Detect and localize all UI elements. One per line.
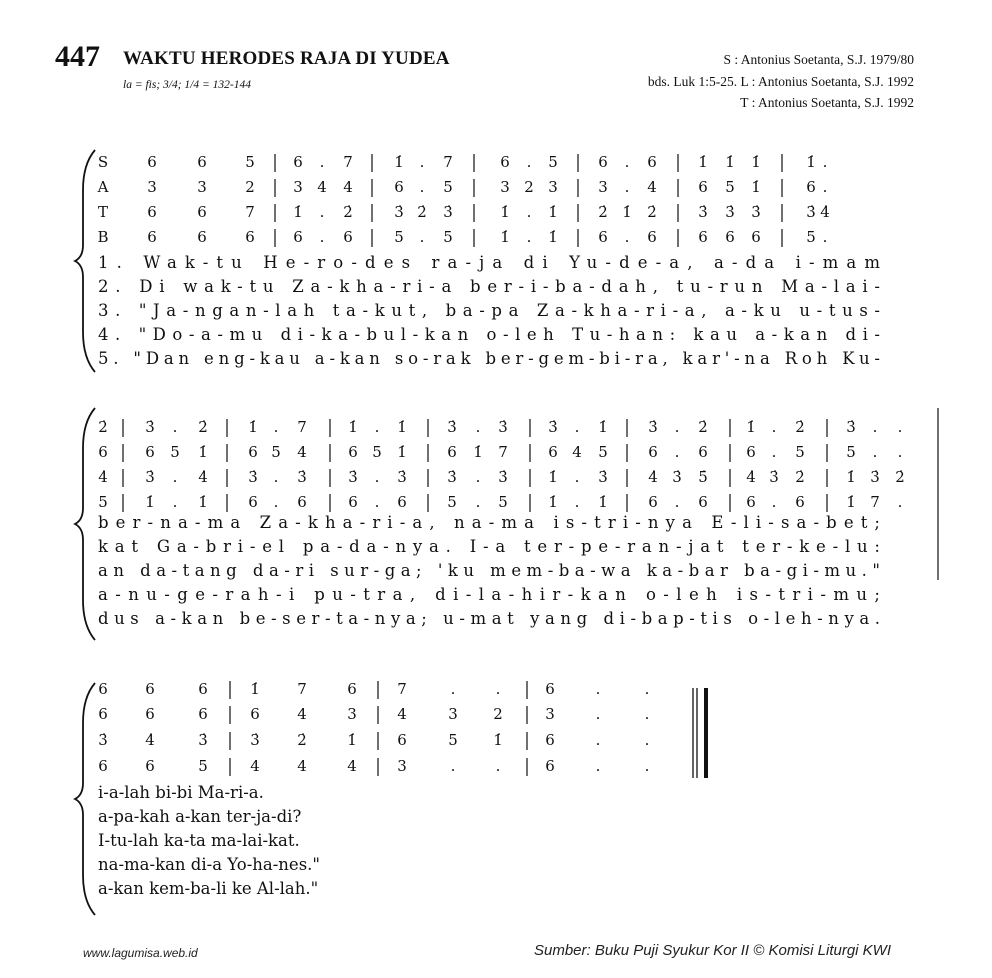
note-tenor: 2̇ [647, 203, 657, 221]
note-tenor: 3̇ [598, 468, 608, 486]
note-alto: 5 [271, 443, 281, 461]
note-soprano: 1̇ [746, 418, 756, 436]
note-alto: 6 [250, 705, 260, 723]
note-bass: 6 [648, 493, 658, 511]
note-soprano: . [419, 153, 425, 171]
note-bass: 5 [806, 228, 816, 246]
note-bass: 6 [197, 228, 207, 246]
note-soprano: S [97, 153, 109, 171]
note-alto: 3 [548, 178, 558, 196]
note-bass: 5 [443, 228, 453, 246]
note-tenor: 2̇ [598, 203, 608, 221]
note-alto: 5 [372, 443, 382, 461]
note-alto: 5 [598, 443, 608, 461]
note-soprano: . [319, 153, 325, 171]
note-soprano: 6 [598, 153, 608, 171]
note-soprano: 1̇ [725, 153, 735, 171]
lyric-verse-2: kat Ga-bri-el pa-da-nya. I-a ter-pe-ran-jat ter-ke-lu: [98, 537, 880, 556]
note-soprano: 2̇ [98, 418, 108, 436]
note-soprano: 3̇ [846, 418, 856, 436]
note-tenor: . [374, 468, 380, 486]
lyric-verse-1: i-a-lah bi-bi Ma-ri-a. [98, 783, 264, 802]
note-soprano: . [273, 418, 279, 436]
note-soprano: 3̇ [548, 418, 558, 436]
note-alto: 1̇ [751, 178, 761, 196]
note-bass: . [273, 493, 279, 511]
note-alto: 6 [394, 178, 404, 196]
note-soprano: . [526, 153, 532, 171]
note-soprano: 7 [297, 418, 307, 436]
note-tenor: 2̇ [895, 468, 905, 486]
note-bass: . [526, 228, 532, 246]
system-brace [75, 408, 95, 640]
note-alto: 4 [297, 705, 307, 723]
note-bass: 6 [147, 228, 157, 246]
note-soprano: 6 [198, 680, 208, 698]
note-alto: 3 [197, 178, 207, 196]
note-bass: . [624, 228, 630, 246]
note-soprano: . [822, 153, 828, 171]
note-tenor: 2̇ [343, 203, 353, 221]
note-tenor: 6 [397, 731, 407, 749]
note-tenor: 3̇ [394, 203, 404, 221]
note-tenor: 4̇ [746, 468, 756, 486]
note-bass: 6 [397, 493, 407, 511]
note-alto: 6 [698, 443, 708, 461]
note-soprano: 6 [197, 153, 207, 171]
credit-translator: T : Antonius Soetanta, S.J. 1992 [740, 95, 914, 110]
note-soprano: 7 [443, 153, 453, 171]
note-soprano: 6 [98, 680, 108, 698]
note-soprano: 1̇ [806, 153, 816, 171]
note-alto: 6 [198, 705, 208, 723]
note-soprano: . [872, 418, 878, 436]
note-alto: 6 [98, 443, 108, 461]
note-alto: 1̇ [198, 443, 208, 461]
note-tenor: 3̇ [250, 731, 260, 749]
note-tenor: 1̇ [293, 203, 303, 221]
note-tenor: 1̇ [500, 203, 510, 221]
note-alto: 3 [545, 705, 555, 723]
lyric-verse-4: 4. "Do-a-mu di-ka-bul-kan o-leh Tu-han: kau a-kan di- [98, 325, 880, 344]
note-tenor: 4̇ [145, 731, 155, 749]
note-alto: 1̇ [397, 443, 407, 461]
note-bass: 1̇ [145, 493, 155, 511]
note-tenor: 3̇ [98, 731, 108, 749]
note-bass: B [97, 228, 109, 246]
note-bass: 6 [348, 493, 358, 511]
note-bass: 1̇ [198, 493, 208, 511]
source-credit: Sumber: Buku Puji Syukur Kor II © Komisi Liturgi KWI [534, 942, 892, 959]
note-alto: . [644, 705, 650, 723]
note-tenor: 4̇ [98, 468, 108, 486]
note-alto: 3 [293, 178, 303, 196]
note-tenor: 1̇ [846, 468, 856, 486]
note-tenor: 3̇ [698, 203, 708, 221]
note-tenor: . [172, 468, 178, 486]
note-bass: 3 [397, 757, 407, 775]
note-tenor: 1̇ [548, 468, 558, 486]
note-bass: . [574, 493, 580, 511]
note-tenor: 5̇ [698, 468, 708, 486]
note-soprano: . [624, 153, 630, 171]
note-alto: 4 [572, 443, 582, 461]
note-bass: 6 [751, 228, 761, 246]
note-bass: 6 [598, 228, 608, 246]
note-soprano: 6 [293, 153, 303, 171]
note-bass: . [897, 493, 903, 511]
note-tenor: 3̇ [769, 468, 779, 486]
note-soprano: 2̇ [795, 418, 805, 436]
note-tenor: . [273, 468, 279, 486]
note-soprano: 2̇ [698, 418, 708, 436]
note-bass: . [595, 757, 601, 775]
note-tenor: 3̇ [751, 203, 761, 221]
note-soprano: 3̇ [498, 418, 508, 436]
lyric-verse-4: na-ma-kan di-a Yo-ha-nes." [98, 855, 321, 874]
note-tenor: 4̇ [648, 468, 658, 486]
note-bass: . [644, 757, 650, 775]
note-soprano: . [495, 680, 501, 698]
note-bass: 6 [98, 757, 108, 775]
note-soprano: . [771, 418, 777, 436]
note-tenor: 3̇ [145, 468, 155, 486]
note-soprano: . [374, 418, 380, 436]
hymn-number: 447 [55, 40, 100, 73]
note-tenor: 6 [147, 203, 157, 221]
note-soprano: 6 [145, 680, 155, 698]
note-tenor: 6 [545, 731, 555, 749]
note-soprano: . [595, 680, 601, 698]
note-alto: 6 [806, 178, 816, 196]
note-alto: 5 [846, 443, 856, 461]
note-soprano: . [644, 680, 650, 698]
note-tenor: 2̇ [417, 203, 427, 221]
credit-composer: S : Antonius Soetanta, S.J. 1979/80 [723, 52, 914, 67]
note-bass: 6 [545, 757, 555, 775]
note-alto: 6 [98, 705, 108, 723]
note-alto: 3 [598, 178, 608, 196]
note-alto: 6 [348, 443, 358, 461]
website-url: www.lagumisa.web.id [83, 946, 198, 960]
note-tenor: . [595, 731, 601, 749]
note-bass: 6 [698, 493, 708, 511]
note-bass: 1̇ [548, 228, 558, 246]
note-bass: 6 [343, 228, 353, 246]
note-alto: 6 [698, 178, 708, 196]
note-alto: 7 [498, 443, 508, 461]
credit-lyricist: bds. Luk 1:5-25. L : Antonius Soetanta, S.J. 1992 [647, 74, 914, 89]
note-soprano: 3̇ [648, 418, 658, 436]
lyric-verse-1: 1. Wak-tu He-ro-des ra-ja di Yu-de-a, a-da i-mam [98, 253, 880, 272]
note-alto: 5 [443, 178, 453, 196]
note-tenor: 3̇ [870, 468, 880, 486]
note-alto: 1̇ [473, 443, 483, 461]
note-soprano: 6 [500, 153, 510, 171]
note-soprano: 1̇ [248, 418, 258, 436]
note-alto: . [771, 443, 777, 461]
note-bass: 1̇ [500, 228, 510, 246]
note-tenor: 3̇ [447, 468, 457, 486]
note-alto: 2 [493, 705, 503, 723]
note-alto: . [872, 443, 878, 461]
note-soprano: 3̇ [145, 418, 155, 436]
note-bass: . [674, 493, 680, 511]
note-tenor: 4̇ [198, 468, 208, 486]
note-bass: 7 [870, 493, 880, 511]
note-tenor: . [644, 731, 650, 749]
note-alto: . [822, 178, 828, 196]
note-soprano: 1̇ [348, 418, 358, 436]
note-tenor: 3̇ [725, 203, 735, 221]
note-alto: A [97, 178, 109, 196]
note-alto: 6 [548, 443, 558, 461]
note-soprano: 1̇ [698, 153, 708, 171]
note-alto: 4 [647, 178, 657, 196]
note-tenor: 3̇ [297, 468, 307, 486]
note-alto: 3 [448, 705, 458, 723]
note-alto: 2 [245, 178, 255, 196]
note-tenor: . [526, 203, 532, 221]
note-soprano: 1̇ [397, 418, 407, 436]
note-soprano: 3̇ [447, 418, 457, 436]
note-soprano: 1̇ [394, 153, 404, 171]
hymn-title: WAKTU HERODES RAJA DI YUDEA [123, 48, 450, 69]
note-tenor: 1̇ [548, 203, 558, 221]
note-alto: . [419, 178, 425, 196]
note-alto: 6 [648, 443, 658, 461]
note-alto: 4 [317, 178, 327, 196]
note-tenor: 3̇ [498, 468, 508, 486]
note-tenor: 2̇ [795, 468, 805, 486]
note-alto: . [674, 443, 680, 461]
final-barline-thick [704, 688, 708, 778]
note-bass: 6 [297, 493, 307, 511]
note-alto: 2 [524, 178, 534, 196]
note-tenor: 3̇ [443, 203, 453, 221]
note-tenor: 3̇ [806, 203, 816, 221]
note-tenor: 1̇ [493, 731, 503, 749]
note-tenor: 3̇ [198, 731, 208, 749]
note-soprano: . [475, 418, 481, 436]
note-alto: . [897, 443, 903, 461]
note-bass: 6 [245, 228, 255, 246]
note-bass: . [495, 757, 501, 775]
lyric-verse-3: 3. "Ja-ngan-lah ta-kut, ba-pa Za-kha-ri-a, a-ku u-tus- [98, 301, 881, 320]
note-soprano: . [674, 418, 680, 436]
note-tenor: . [319, 203, 325, 221]
note-alto: 6 [248, 443, 258, 461]
note-soprano: . [897, 418, 903, 436]
note-tenor: 6 [197, 203, 207, 221]
lyric-verse-3: an da-tang da-ri sur-ga; 'ku mem-ba-wa ka-bar ba-gi-mu." [98, 561, 881, 580]
note-tenor: 3̇ [248, 468, 258, 486]
note-bass: 5 [498, 493, 508, 511]
lyric-verse-2: a-pa-kah a-kan ter-ja-di? [98, 807, 302, 826]
note-bass: . [822, 228, 828, 246]
note-bass: 6 [725, 228, 735, 246]
note-bass: . [374, 493, 380, 511]
lyric-verse-5: 5. "Dan eng-kau a-kan so-rak ber-gem-bi-ra, kar'-na Roh Ku- [98, 349, 880, 368]
note-tenor: . [574, 468, 580, 486]
note-bass: . [771, 493, 777, 511]
note-alto: 6 [145, 443, 155, 461]
note-alto: 3 [500, 178, 510, 196]
note-bass: . [475, 493, 481, 511]
note-alto: . [624, 178, 630, 196]
note-tenor: 5 [448, 731, 458, 749]
note-soprano: 6 [347, 680, 357, 698]
note-tenor: 7 [245, 203, 255, 221]
tempo-marking: la = fis; 3/4; 1/4 = 132-144 [123, 79, 251, 91]
system-brace [75, 150, 95, 372]
note-alto: 5 [170, 443, 180, 461]
note-soprano: 2̇ [198, 418, 208, 436]
lyric-verse-5: a-kan kem-ba-li ke Al-lah." [98, 879, 319, 898]
note-bass: 6 [248, 493, 258, 511]
note-tenor: 1̇ [347, 731, 357, 749]
note-soprano: 7 [343, 153, 353, 171]
system-brace [75, 683, 95, 915]
note-alto: 5 [725, 178, 735, 196]
note-bass: 5 [394, 228, 404, 246]
note-alto: 6 [145, 705, 155, 723]
note-alto: 3 [347, 705, 357, 723]
note-soprano: 6 [147, 153, 157, 171]
note-bass: 5 [198, 757, 208, 775]
lyric-verse-2: 2. Di wak-tu Za-kha-ri-a ber-i-ba-dah, tu-run Ma-lai- [98, 277, 880, 296]
note-alto: 4 [397, 705, 407, 723]
note-bass: . [450, 757, 456, 775]
note-tenor: 2̇ [297, 731, 307, 749]
note-alto: 4 [343, 178, 353, 196]
note-soprano: . [172, 418, 178, 436]
note-alto: 5 [795, 443, 805, 461]
note-alto: 4 [297, 443, 307, 461]
note-soprano: 6 [545, 680, 555, 698]
note-tenor: T [97, 203, 109, 221]
note-soprano: 7 [297, 680, 307, 698]
note-tenor: . [475, 468, 481, 486]
note-bass: 6 [293, 228, 303, 246]
lyric-verse-1: ber-na-ma Za-kha-ri-a, na-ma is-tri-nya E-li-sa-bet; [98, 513, 880, 532]
note-bass: 4 [297, 757, 307, 775]
note-soprano: 5 [245, 153, 255, 171]
note-alto: 3 [147, 178, 157, 196]
note-soprano: . [450, 680, 456, 698]
note-bass: . [172, 493, 178, 511]
note-bass: 6 [746, 493, 756, 511]
note-soprano: 1̇ [250, 680, 260, 698]
note-soprano: 7 [397, 680, 407, 698]
note-alto: 6 [746, 443, 756, 461]
note-bass: 1̇ [598, 493, 608, 511]
note-tenor: 3̇ [348, 468, 358, 486]
note-bass: 6 [647, 228, 657, 246]
lyric-verse-4: a-nu-ge-rah-i pu-tra, di-la-hir-kan o-leh is-tri-mu; [98, 585, 880, 604]
note-alto: . [595, 705, 601, 723]
note-bass: . [319, 228, 325, 246]
note-tenor: 1̇ [622, 203, 632, 221]
note-soprano: 6 [647, 153, 657, 171]
lyric-verse-3: I-tu-lah ka-ta ma-lai-kat. [98, 831, 300, 850]
note-tenor: 4̇ [820, 203, 830, 221]
note-bass: 4 [250, 757, 260, 775]
note-bass: 6 [145, 757, 155, 775]
note-bass: 1̇ [846, 493, 856, 511]
note-bass: 6 [698, 228, 708, 246]
note-bass: 5 [98, 493, 108, 511]
note-bass: 5 [447, 493, 457, 511]
note-alto: 6 [447, 443, 457, 461]
note-bass: 4 [347, 757, 357, 775]
note-bass: . [419, 228, 425, 246]
note-tenor: 3̇ [397, 468, 407, 486]
lyric-verse-5: dus a-kan be-ser-ta-nya; u-mat yang di-bap-tis o-leh-nya. [98, 609, 881, 628]
note-tenor: 3̇ [672, 468, 682, 486]
note-bass: 6 [795, 493, 805, 511]
note-bass: 1̇ [548, 493, 558, 511]
note-soprano: 1̇ [751, 153, 761, 171]
note-soprano: 1̇ [598, 418, 608, 436]
note-soprano: . [574, 418, 580, 436]
note-soprano: 5 [548, 153, 558, 171]
